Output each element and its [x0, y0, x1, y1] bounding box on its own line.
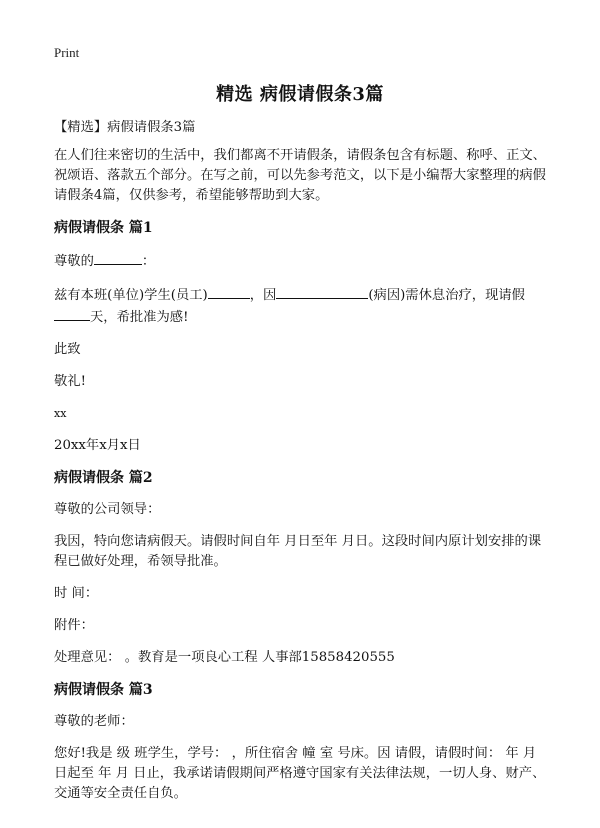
blank-illness — [276, 284, 368, 299]
section1-signer: xx — [54, 407, 67, 420]
section2-heading: 病假请假条 篇2 — [54, 470, 153, 486]
section1-date: 20xx年x月x日 — [54, 438, 141, 453]
document-title: 精选 病假请假条3篇 — [216, 84, 384, 105]
greeting-suffix: ： — [141, 254, 156, 269]
body-part-d: 天，希批准为感! — [90, 310, 189, 325]
intro-paragraph: 在人们往来密切的生活中，我们都离不开请假条，请假条包含有标题、称呼、正文、祝颂语、落款五个部分。在写之前，可以先参考范文，以下是小编帮大家整理的病假请假条4篇，仅供参考，希望能够帮助到大家。 — [54, 148, 546, 203]
body-part-a: 兹有本班(单位)学生(员工) — [54, 288, 208, 303]
blank-recipient — [94, 250, 142, 265]
section1-closing1: 此致 — [54, 342, 81, 357]
section2-body: 我因，特向您请病假天。请假时间自年 月日至年 月日。这段时间内原计划安排的课程已做好处理，希领导批准。 — [54, 534, 542, 569]
section2-attachment: 附件： — [54, 618, 94, 633]
greeting-prefix: 尊敬的 — [54, 254, 94, 269]
intro-tag: 【精选】病假请假条3篇 — [54, 120, 196, 135]
blank-student — [208, 284, 250, 299]
blank-days — [54, 306, 90, 321]
body-part-c: (病因)需休息治疗，现请假 — [368, 288, 525, 303]
section1-body — [54, 284, 549, 328]
print-label: Print — [54, 45, 80, 60]
section3-greeting: 尊敬的老师： — [54, 714, 134, 729]
section2-greeting: 尊敬的公司领导： — [54, 502, 161, 517]
section1-heading: 病假请假条 篇1 — [54, 220, 153, 236]
body-part-b: ，因 — [249, 288, 277, 303]
section1-closing2: 敬礼! — [54, 374, 86, 389]
section1-greeting — [54, 250, 549, 272]
section3-heading: 病假请假条 篇3 — [54, 682, 153, 698]
section2-opinion: 处理意见： 。教育是一项良心工程 人事部15858420555 — [54, 650, 395, 665]
document-body — [54, 118, 549, 816]
section2-time: 时 间： — [54, 586, 99, 601]
section3-body: 您好!我是 级 班学生，学号： ，所住宿舍 幢 室 号床。因 请假，请假时间： 年 月日起至 年 月 日止，我承诺请假期间严格遵守国家有关法律法规，一切人身、财产、交通等安全责任自负。 — [54, 746, 546, 801]
